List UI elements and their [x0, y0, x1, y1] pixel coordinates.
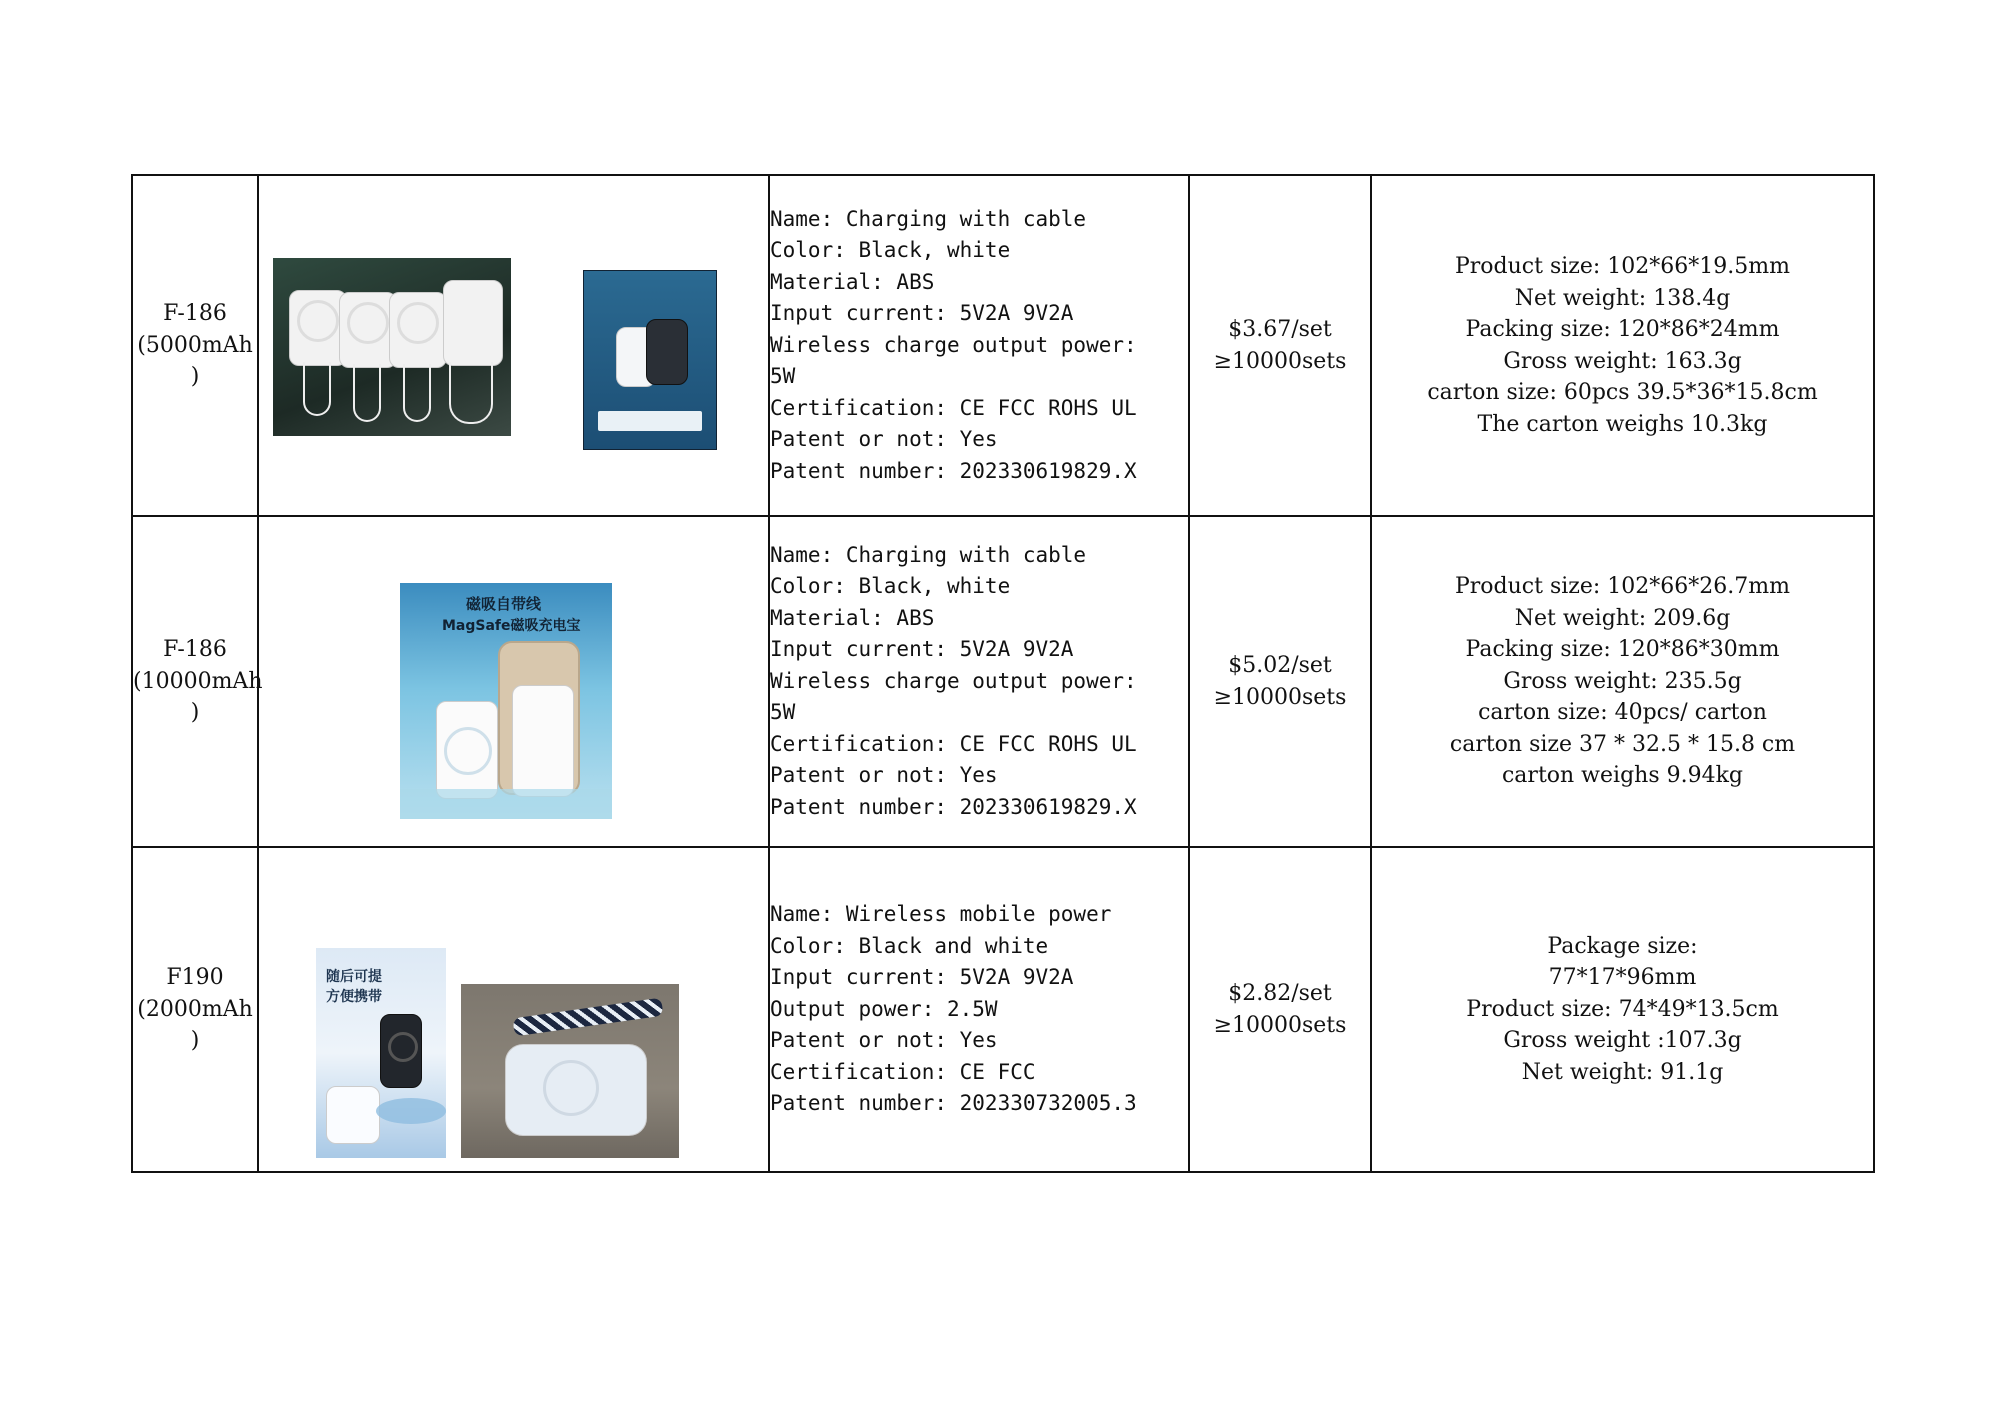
model-cell [132, 847, 258, 1172]
packing-line: Package size: [1547, 933, 1698, 959]
packing-line: carton size: 40pcs/ carton [1478, 700, 1767, 726]
packing-cell [1371, 847, 1874, 1172]
product-ad-photo [400, 583, 612, 819]
model-capacity-close: ) [190, 1028, 200, 1054]
spec-line: Certification: CE FCC ROHS UL [770, 395, 1137, 420]
unit-price: $5.02/set [1228, 653, 1332, 678]
packing-line: Packing size: 120*86*30mm [1465, 637, 1780, 663]
packing-line: Gross weight :107.3g [1503, 1028, 1742, 1054]
packing-line: Net weight: 91.1g [1521, 1059, 1724, 1085]
price-cell [1189, 175, 1371, 516]
spec-line: Material: ABS [770, 269, 935, 294]
min-order-quantity: ≥10000sets [1213, 684, 1347, 710]
packing-line: Product size: 74*49*13.5cm [1466, 996, 1779, 1022]
product-photo [273, 258, 511, 436]
price-cell [1189, 516, 1371, 847]
unit-price: $2.82/set [1228, 981, 1332, 1006]
spec-line: Name: Charging with cable [770, 206, 1087, 231]
packing-line: carton weighs 9.94kg [1501, 763, 1744, 789]
model-name: F-186 [163, 637, 227, 663]
spec-line: 5W [770, 700, 796, 725]
model-capacity: (5000mAh [137, 332, 253, 358]
model-capacity: (10000mAh [133, 668, 263, 694]
spec-line: Patent or not: Yes [770, 763, 998, 788]
spec-line: 5W [770, 364, 796, 389]
packing-line: Net weight: 209.6g [1514, 605, 1731, 631]
product-photo [461, 984, 679, 1158]
product-table [131, 174, 1875, 1173]
spec-line: Input current: 5V2A 9V2A [770, 637, 1074, 662]
spec-line: Name: Wireless mobile power [770, 902, 1112, 927]
spec-line: Patent or not: Yes [770, 1028, 998, 1053]
spec-line: Material: ABS [770, 605, 935, 630]
packing-line: Product size: 102*66*26.7mm [1454, 574, 1790, 600]
spec-line: Patent number: 202330619829.X [770, 794, 1137, 819]
spec-line: Input current: 5V2A 9V2A [770, 965, 1074, 990]
spec-line: Output power: 2.5W [770, 996, 998, 1021]
spec-cell [769, 175, 1189, 516]
spec-line: Color: Black and white [770, 933, 1049, 958]
packing-line: carton size: 60pcs 39.5*36*15.8cm [1427, 380, 1818, 405]
spec-line: Patent number: 202330732005.3 [770, 1091, 1137, 1116]
table-row [132, 847, 1874, 1172]
packing-line: 77*17*96mm [1548, 965, 1697, 991]
table-row [132, 516, 1874, 847]
price-cell [1189, 847, 1371, 1172]
packing-cell [1371, 516, 1874, 847]
packing-line: Gross weight: 235.5g [1503, 668, 1742, 694]
packing-line: carton size 37 * 32.5 * 15.8 cm [1449, 731, 1796, 757]
packing-line: The carton weighs 10.3kg [1477, 411, 1768, 437]
table-row [132, 175, 1874, 516]
spec-line: Patent number: 202330619829.X [770, 458, 1137, 483]
model-capacity: (2000mAh [137, 996, 253, 1022]
model-capacity-close: ) [190, 364, 200, 390]
spec-cell [769, 516, 1189, 847]
packing-cell [1371, 175, 1874, 516]
unit-price: $3.67/set [1228, 317, 1332, 342]
model-name: F190 [166, 965, 224, 991]
spec-line: Input current: 5V2A 9V2A [770, 301, 1074, 326]
spec-line: Wireless charge output power: [770, 668, 1137, 693]
packing-line: Packing size: 120*86*24mm [1465, 317, 1780, 342]
min-order-quantity: ≥10000sets [1213, 348, 1347, 374]
spec-line: Name: Charging with cable [770, 542, 1087, 567]
ad-subheadline: 方便携带 [326, 989, 382, 1005]
image-cell [258, 847, 769, 1172]
spec-line: Certification: CE FCC ROHS UL [770, 731, 1137, 756]
ad-headline: 随后可提 [326, 969, 382, 985]
spec-cell [769, 847, 1189, 1172]
spec-line: Color: Black, white [770, 238, 1011, 263]
ad-headline: 磁吸自带线 [466, 595, 542, 613]
image-cell [258, 516, 769, 847]
product-ad-photo [316, 948, 446, 1158]
spec-line: Certification: CE FCC [770, 1059, 1036, 1084]
packing-line: Product size: 102*66*19.5mm [1454, 254, 1790, 279]
model-capacity-close: ) [190, 700, 200, 726]
packaging-box-photo [583, 270, 717, 450]
image-cell [258, 175, 769, 516]
model-name: F-186 [163, 301, 227, 327]
spec-line: Color: Black, white [770, 574, 1011, 599]
spec-line: Patent or not: Yes [770, 427, 998, 452]
ad-subheadline: MagSafe磁吸充电宝 [442, 618, 581, 634]
packing-line: Gross weight: 163.3g [1503, 348, 1742, 374]
model-cell [132, 175, 258, 516]
packing-line: Net weight: 138.4g [1514, 285, 1731, 311]
spec-line: Wireless charge output power: [770, 332, 1137, 357]
min-order-quantity: ≥10000sets [1213, 1012, 1347, 1038]
model-cell [132, 516, 263, 847]
